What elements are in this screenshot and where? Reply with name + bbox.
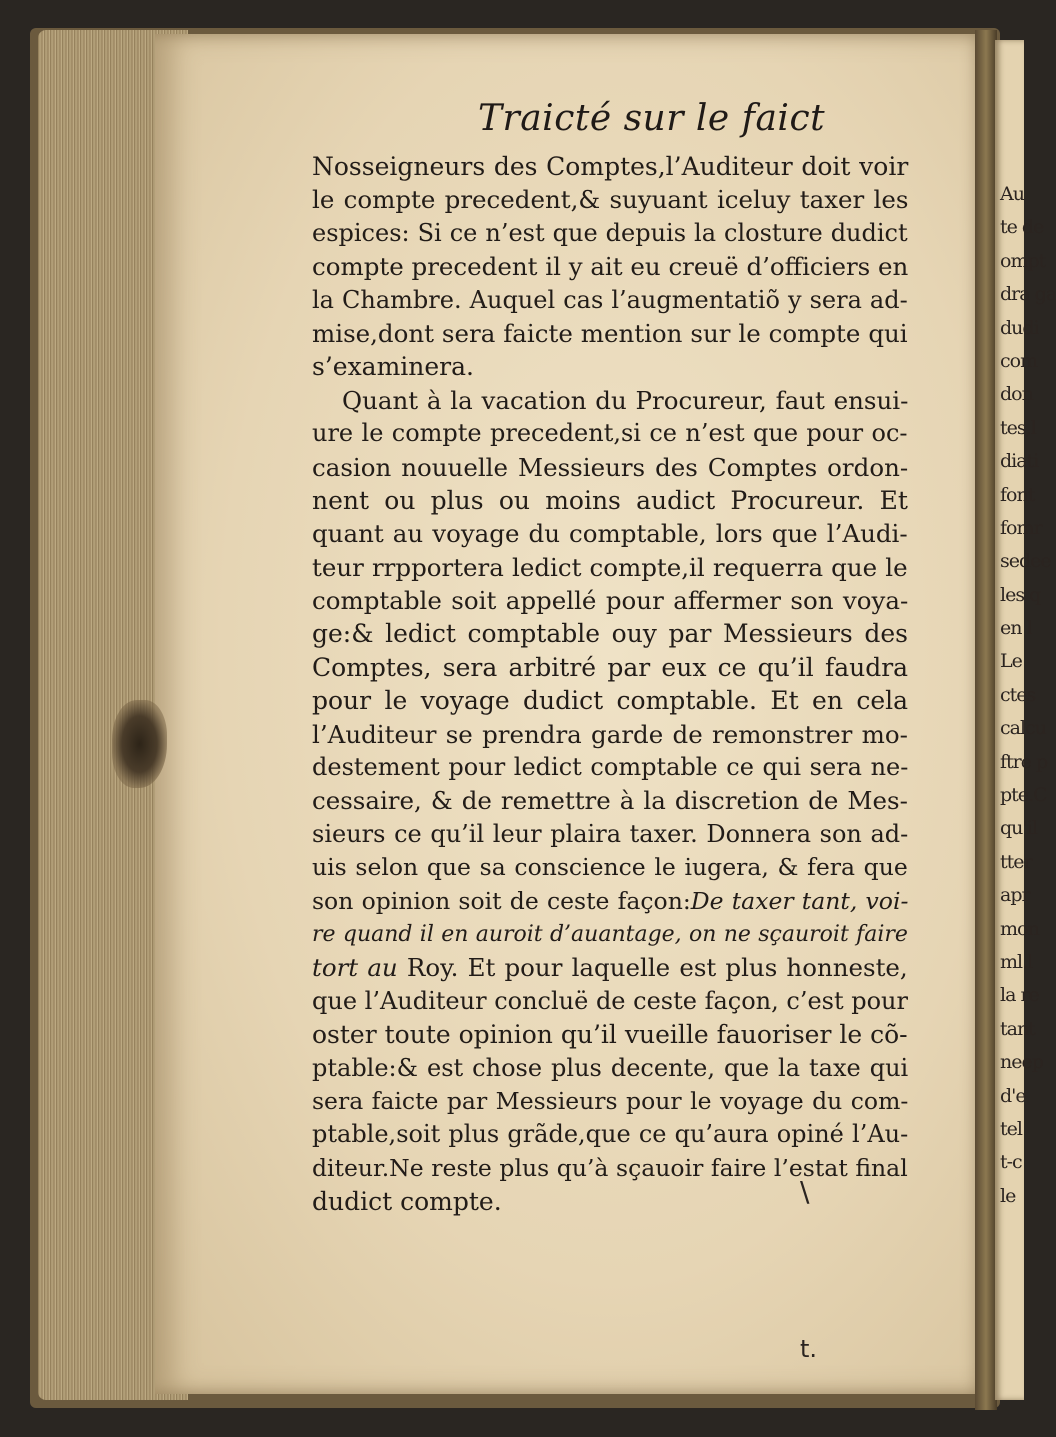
text-line [312, 818, 912, 851]
facing-fragment: com [1000, 349, 1038, 372]
text-line-roman: Nosseigneurs des Comptes,l’Auditeur doit voir [312, 152, 909, 181]
text-line [312, 150, 912, 183]
book-gutter [975, 30, 997, 1410]
facing-fragment: te de [1000, 216, 1044, 239]
text-line [312, 684, 912, 717]
margin-mark-1: \ [800, 1175, 810, 1208]
facing-fragment: apr [1000, 884, 1030, 907]
facing-fragment: Le [1000, 650, 1022, 673]
text-line-roman: casion nouuelle Messieurs des Comptes ordon- [312, 452, 909, 482]
facing-fragment: dudi [1000, 316, 1039, 339]
facing-fragment: don [1000, 383, 1033, 406]
facing-fragment: sedee [1000, 550, 1051, 573]
text-line [312, 1152, 912, 1185]
facing-page-text [995, 180, 1056, 1215]
text-line-roman: cessaire, & de remettre à la discretion de Mes- [312, 786, 908, 816]
text-line-roman: ptable:& est chose plus decente, que la taxe qui [312, 1053, 909, 1082]
facing-fragment: ml.l [1000, 950, 1033, 973]
facing-fragment: tes,l [1000, 416, 1036, 439]
text-line [312, 384, 912, 417]
text-line [312, 784, 912, 817]
facing-fragment: calcu [1000, 717, 1046, 740]
text-line-roman: que l’Auditeur concluë de ceste façon, c’est pour [312, 986, 908, 1015]
facing-page [995, 40, 1056, 1400]
facing-fragment: ctes [1000, 683, 1036, 706]
text-line-roman: quant au voyage du comptable, lors que l’Audi- [312, 519, 908, 549]
text-line-roman: le compte precedent,& suyuant iceluy taxer les [312, 185, 909, 215]
facing-fragment: qu'il [1000, 817, 1037, 840]
text-line-roman: oster toute opinion qu’il vueille fauoriser le cõ- [312, 1020, 908, 1050]
margin-mark-2: t. [800, 1335, 818, 1363]
text-line-roman: dudict compte. [312, 1187, 502, 1217]
facing-fragment: neep [1000, 1051, 1043, 1074]
facing-fragment: ompt [1000, 249, 1046, 272]
facing-fragment: tter [1000, 850, 1032, 873]
text-line [312, 183, 912, 216]
text-line [312, 517, 912, 550]
facing-fragment: ftre p [1000, 750, 1048, 773]
text-line-roman: uis selon que sa conscience le iugera, & fera que [312, 853, 908, 882]
text-line [312, 417, 912, 450]
text-line-italic: De taxer tant, voi- [690, 886, 909, 915]
text-line-roman: teur rrpportera ledict compte,il requerra que le [312, 552, 908, 582]
facing-fragment: les q [1000, 583, 1041, 606]
text-line [312, 584, 912, 617]
facing-fragment: t-c [1000, 1151, 1022, 1174]
text-line-roman: sera faicte par Messieurs pour le voyage du com- [312, 1086, 909, 1115]
facing-fragment: la re [1000, 984, 1039, 1007]
text-line [312, 1085, 912, 1118]
text-line [312, 451, 912, 484]
running-head: Traicté sur le faict [478, 98, 826, 139]
text-line-roman: la Chambre. Auquel cas l’augmentatiõ y sera ad- [312, 285, 908, 314]
text-line-roman: espices: Si ce n’est que depuis la closture dudict [312, 218, 908, 247]
text-line-roman: Quant à la vacation du Procureur, faut ensui- [342, 385, 909, 415]
text-line [312, 317, 912, 350]
text-line [312, 1018, 912, 1051]
facing-fragment: tant [1000, 1017, 1035, 1040]
text-line-roman: nent ou plus ou moins audict Procureur. Et [312, 485, 908, 515]
facing-fragment: diati [1000, 450, 1039, 473]
facing-fragment: d'e [1000, 1084, 1026, 1107]
text-line-roman: compte precedent il y ait eu creuë d’officiers en [312, 252, 909, 282]
body-text [312, 150, 912, 1219]
text-line-roman: sieurs ce qu’il leur plaira taxer. Donnera son ad- [312, 819, 909, 848]
text-line [312, 651, 912, 684]
text-line-roman: pour le voyage dudict comptable. Et en cela [312, 686, 909, 716]
text-line [312, 217, 912, 250]
facing-fragment: le [1000, 1184, 1016, 1207]
facing-fragment: Au [1000, 183, 1024, 205]
text-line-roman-tail: Roy. Et pour laquelle est plus honneste, [397, 953, 908, 983]
text-line-roman: diteur.Ne reste plus qu’à sçauoir faire l’estat final [312, 1153, 908, 1182]
text-line-roman: mise,dont sera faicte mention sur le compte qui [312, 318, 908, 348]
text-line [312, 1118, 912, 1151]
text-line [312, 885, 912, 918]
text-line [312, 1052, 912, 1085]
text-line-roman: ge:& ledict comptable ouy par Messieurs des [312, 619, 908, 649]
facing-fragment: fomr [1000, 516, 1042, 539]
text-line-roman: ure le compte precedent,si ce n’est que pour oc- [312, 419, 908, 448]
facing-fragment: mon [1000, 917, 1039, 940]
text-line-roman: destement pour ledict comptable ce qui sera ne- [312, 753, 909, 782]
text-line [312, 1185, 912, 1218]
text-line [312, 718, 912, 751]
text-line-roman: ptable,soit plus grãde,que ce qu’aura opiné l’Au- [312, 1120, 909, 1149]
text-line [312, 551, 912, 584]
text-line-roman: l’Auditeur se prendra garde de remonstrer mo- [312, 719, 908, 749]
facing-fragment: pte.C [1000, 784, 1047, 807]
facing-fragment: font [1000, 483, 1035, 506]
text-line [312, 951, 912, 984]
text-line [312, 985, 912, 1018]
text-line [312, 851, 912, 884]
text-line [312, 617, 912, 650]
text-line [312, 484, 912, 517]
text-line-roman: s’examinera. [312, 352, 474, 382]
text-line [312, 284, 912, 317]
text-line-roman: Comptes, sera arbitré par eux ce qu’il faudra [312, 652, 909, 682]
text-line [312, 350, 912, 383]
text-line-italic: re quand il en auroit d’auantage, on ne sçauroit faire [312, 921, 908, 947]
facing-fragment: en l [1000, 617, 1032, 640]
ink-stain [112, 700, 167, 788]
text-line [312, 751, 912, 784]
text-line-roman: son opinion soit de ceste façon: [312, 886, 691, 915]
facing-fragment: dra ga [1000, 283, 1056, 306]
facing-fragment: tel [1000, 1117, 1022, 1140]
text-line-italic: tort au [312, 953, 398, 983]
text-line-roman: comptable soit appellé pour affermer son voya- [312, 586, 909, 616]
text-line [312, 918, 912, 951]
text-line [312, 250, 912, 283]
